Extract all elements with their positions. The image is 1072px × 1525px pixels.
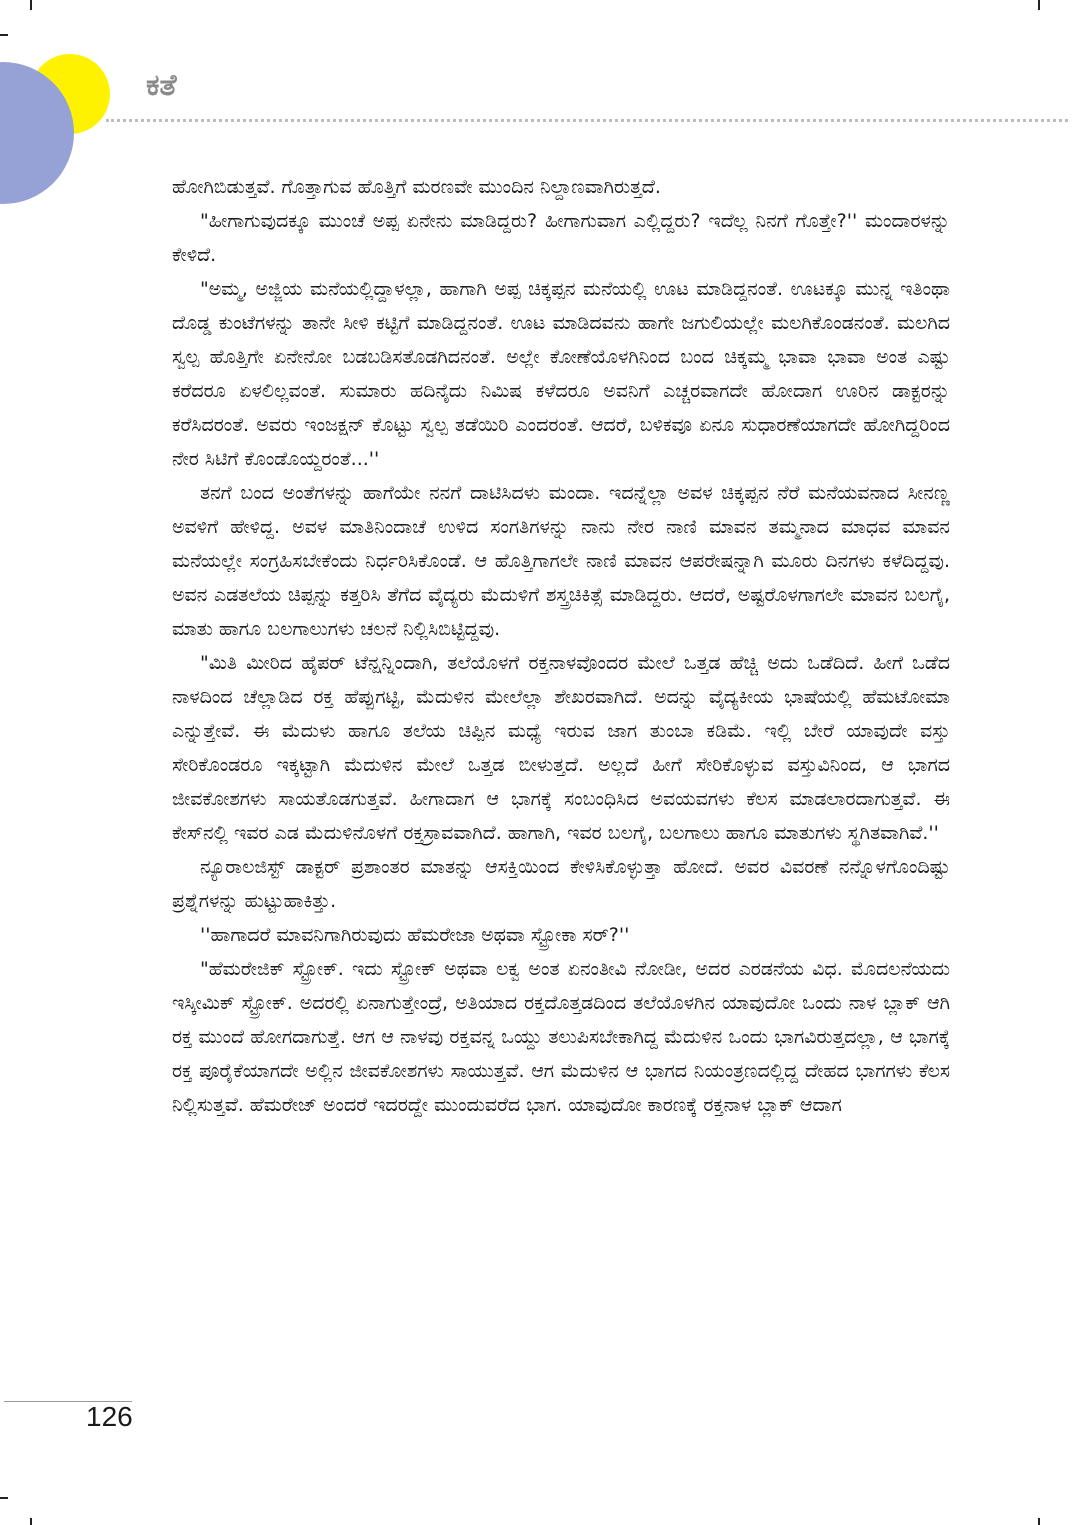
crop-mark-top-right (1038, 0, 1040, 10)
paragraph: "ಹೀಗಾಗುವುದಕ್ಕೂ ಮುಂಚೆ ಅಪ್ಪ ಏನೇನು ಮಾಡಿದ್ದರು? ಹೀಗಾಗುವಾಗ ಎಲ್ಲಿದ್ದರು? ಇದೆಲ್ಲ ನಿನಗೆ ಗೊತ್ತೇ?'' ಮಂದಾರಳನ್ನು ಕೇಳಿದೆ. (172, 210, 950, 266)
header-dotted-divider (106, 119, 1068, 122)
paragraph: ಹೋಗಿಬಿಡುತ್ತವೆ. ಗೊತ್ತಾಗುವ ಹೊತ್ತಿಗೆ ಮರಣವೇ ಮುಂದಿನ ನಿಲ್ದಾಣವಾಗಿರುತ್ತದೆ. (172, 176, 661, 198)
paragraph: "ಮಿತಿ ಮೀರಿದ ಹೈಪರ್ ಟೆನ್ಷನ್ನಿಂದಾಗಿ, ತಲೆಯೊಳಗೆ ರಕ್ತನಾಳವೊಂದರ ಮೇಲೆ ಒತ್ತಡ ಹೆಚ್ಚಿ ಅದು ಒಡೆದಿದೆ. ಹೀಗೆ ಒಡೆದ ನಾಳದಿಂದ ಚೆಲ್ಲಾಡಿದ ರಕ್ತ ಹೆಪ್ಪುಗಟ್ಟಿ, ಮೆದುಳಿನ ಮೇಲೆಲ್ಲಾ ಶೇಖರವಾಗಿದೆ. ಅದನ್ನು ವೈದ್ಯಕೀಯ ಭಾಷೆಯಲ್ಲಿ ಹೆಮಟೋಮಾ ಎನ್ನುತ್ತೇವೆ. ಈ ಮೆದುಳು ಹಾಗೂ ತಲೆಯ ಚಿಪ್ಪಿನ ಮಧ್ಯೆ ಇರುವ ಜಾಗ ತುಂಬಾ ಕಡಿಮೆ. ಇಲ್ಲಿ ಬೇರೆ ಯಾವುದೇ ವಸ್ತು ಸೇರಿಕೊಂಡರೂ ಇಕ್ಕಟ್ಟಾಗಿ ಮೆದುಳಿನ ಮೇಲೆ ಒತ್ತಡ ಬೀಳುತ್ತದೆ. ಅಲ್ಲದೆ ಹೀಗೆ ಸೇರಿಕೊಳ್ಳುವ ವಸ್ತುವಿನಿಂದ, ಆ ಭಾಗದ ಜೀವಕೋಶಗಳು ಸಾಯತೊಡಗುತ್ತವೆ. ಹೀಗಾದಾಗ ಆ ಭಾಗಕ್ಕೆ ಸಂಬಂಧಿಸಿದ ಅವಯವಗಳು ಕೆಲಸ ಮಾಡಲಾರದಾಗುತ್ತವೆ. ಈ ಕೇಸ್‌ನಲ್ಲಿ ಇವರ ಎಡ ಮೆದುಳಿನೊಳಗೆ ರಕ್ತಸ್ರಾವವಾಗಿದೆ. ಹಾಗಾಗಿ, ಇವರ ಬಲಗೈ, ಬಲಗಾಲು ಹಾಗೂ ಮಾತುಗಳು ಸ್ಥಗಿತವಾಗಿವೆ.'' (172, 652, 950, 844)
crop-mark-left-top (0, 34, 8, 36)
crop-mark-top-left (30, 0, 32, 10)
section-title: ಕತೆ (146, 68, 177, 103)
crop-mark-bottom-left (30, 1518, 32, 1525)
paragraph: ತನಗೆ ಬಂದ ಅಂತೆಗಳನ್ನು ಹಾಗೆಯೇ ನನಗೆ ದಾಟಿಸಿದಳು ಮಂದಾ. ಇದನ್ನೆಲ್ಲಾ ಅವಳ ಚಿಕ್ಕಪ್ಪನ ನೆರೆ ಮನೆಯವನಾದ ಸೀನಣ್ಣ ಅವಳಿಗೆ ಹೇಳಿದ್ದ. ಅವಳ ಮಾತಿನಿಂದಾಚೆ ಉಳಿದ ಸಂಗತಿಗಳನ್ನು ನಾನು ನೇರ ನಾಣಿ ಮಾವನ ತಮ್ಮನಾದ ಮಾಧವ ಮಾವನ ಮನೆಯಲ್ಲೇ ಸಂಗ್ರಹಿಸಬೇಕೆಂದು ನಿರ್ಧರಿಸಿಕೊಂಡೆ. ಆ ಹೊತ್ತಿಗಾಗಲೇ ನಾಣಿ ಮಾವನ ಆಪರೇಷನ್ನಾಗಿ ಮೂರು ದಿನಗಳು ಕಳೆದಿದ್ದವು. ಅವನ ಎಡತಲೆಯ ಚಿಪ್ಪನ್ನು ಕತ್ತರಿಸಿ ತೆಗೆದ ವೈದ್ಯರು ಮೆದುಳಿಗೆ ಶಸ್ತ್ರಚಿಕಿತ್ಸೆ ಮಾಡಿದ್ದರು. ಆದರೆ, ಅಷ್ಟರೊಳಗಾಗಲೇ ಮಾವನ ಬಲಗೈ, ಮಾತು ಹಾಗೂ ಬಲಗಾಲುಗಳು ಚಲನೆ ನಿಲ್ಲಿಸಿಬಿಟ್ಟಿದ್ದವು. (172, 482, 950, 640)
paragraph: ನ್ಯೂರಾಲಜಿಸ್ಟ್ ಡಾಕ್ಟರ್ ಪ್ರಶಾಂತರ ಮಾತನ್ನು ಆಸಕ್ತಿಯಿಂದ ಕೇಳಿಸಿಕೊಳ್ಳುತ್ತಾ ಹೋದೆ. ಅವರ ವಿವರಣೆ ನನ್ನೊಳಗೊಂದಿಷ್ಟು ಪ್ರಶ್ನೆಗಳನ್ನು ಹುಟ್ಟುಹಾಕಿತ್ತು. (172, 856, 950, 912)
paragraph: "ಹೆಮರೇಜಿಕ್ ಸ್ಟ್ರೋಕ್. ಇದು ಸ್ಟ್ರೋಕ್ ಅಥವಾ ಲಕ್ವ ಅಂತ ಏನಂತೀವಿ ನೋಡೀ, ಅದರ ಎರಡನೆಯ ವಿಧ. ಮೊದಲನೆಯದು ಇಸ್ಕೀಮಿಕ್ ಸ್ಟ್ರೋಕ್. ಅದರಲ್ಲಿ ಏನಾಗುತ್ತೇಂದ್ರೆ, ಅತಿಯಾದ ರಕ್ತದೊತ್ತಡದಿಂದ ತಲೆಯೊಳಗಿನ ಯಾವುದೋ ಒಂದು ನಾಳ ಬ್ಲಾಕ್ ಆಗಿ ರಕ್ತ ಮುಂದೆ ಹೋಗದಾಗುತ್ತೆ. ಆಗ ಆ ನಾಳವು ರಕ್ತವನ್ನ ಒಯ್ದು ತಲುಪಿಸಬೇಕಾಗಿದ್ದ ಮೆದುಳಿನ ಒಂದು ಭಾಗವಿರುತ್ತದಲ್ಲಾ, ಆ ಭಾಗಕ್ಕೆ ರಕ್ತ ಪೂರೈಕೆಯಾಗದೇ ಅಲ್ಲಿನ ಜೀವಕೋಶಗಳು ಸಾಯುತ್ತವೆ. ಆಗ ಮೆದುಳಿನ ಆ ಭಾಗದ ನಿಯಂತ್ರಣದಲ್ಲಿದ್ದ ದೇಹದ ಭಾಗಗಳು ಕೆಲಸ ನಿಲ್ಲಿಸುತ್ತವೆ. ಹೆಮರೇಜ್ ಅಂದರೆ ಇದರದ್ದೇ ಮುಂದುವರೆದ ಭಾಗ. ಯಾವುದೋ ಕಾರಣಕ್ಕೆ ರಕ್ತನಾಳ ಬ್ಲಾಕ್ ಆದಾಗ (172, 958, 950, 1116)
page-number: 126 (86, 1401, 133, 1432)
paragraph: ''ಹಾಗಾದರೆ ಮಾವನಿಗಾಗಿರುವುದು ಹೆಮರೇಜಾ ಅಥವಾ ಸ್ಟ್ರೋಕಾ ಸರ್?'' (200, 924, 630, 946)
paragraph: "ಅಮ್ಮ, ಅಜ್ಜಿಯ ಮನೆಯಲ್ಲಿದ್ದಾಳಲ್ಲಾ, ಹಾಗಾಗಿ ಅಪ್ಪ ಚಿಕ್ಕಪ್ಪನ ಮನೆಯಲ್ಲಿ ಊಟ ಮಾಡಿದ್ದನಂತೆ. ಊಟಕ್ಕೂ ಮುನ್ನ ಇತಿಂಥಾ ದೊಡ್ಡ ಕುಂಟೆಗಳನ್ನು ತಾನೇ ಸೀಳಿ ಕಟ್ಟಿಗೆ ಮಾಡಿದ್ದನಂತೆ. ಊಟ ಮಾಡಿದವನು ಹಾಗೇ ಜಗುಲಿಯಲ್ಲೇ ಮಲಗಿಕೊಂಡನಂತೆ. ಮಲಗಿದ ಸ್ವಲ್ಪ ಹೊತ್ತಿಗೇ ಏನೇನೋ ಬಡಬಡಿಸತೊಡಗಿದನಂತೆ. ಅಲ್ಲೇ ಕೋಣೆಯೊಳಗಿನಿಂದ ಬಂದ ಚಿಕ್ಕಮ್ಮ ಭಾವಾ ಭಾವಾ ಅಂತ ಎಷ್ಟು ಕರೆದರೂ ಏಳಲಿಲ್ಲವಂತೆ. ಸುಮಾರು ಹದಿನೈದು ನಿಮಿಷ ಕಳೆದರೂ ಅವನಿಗೆ ಎಚ್ಚರವಾಗದೇ ಹೋದಾಗ ಊರಿನ ಡಾಕ್ಟರನ್ನು ಕರೆಸಿದರಂತೆ. ಅವರು ಇಂಜಕ್ಷನ್ ಕೊಟ್ಟು ಸ್ವಲ್ಪ ತಡೆಯಿರಿ ಎಂದರಂತೆ. ಆದರೆ, ಬಳಿಕವೂ ಏನೂ ಸುಧಾರಣೆಯಾಗದೇ ಹೋಗಿದ್ದರಿಂದ ನೇರ ಸಿಟಿಗೆ ಕೊಂಡೊಯ್ದರಂತೆ...'' (172, 278, 950, 470)
crop-mark-bottom-right (1038, 1518, 1040, 1525)
body-text (172, 170, 950, 1122)
crop-mark-left-bottom (0, 1497, 8, 1499)
